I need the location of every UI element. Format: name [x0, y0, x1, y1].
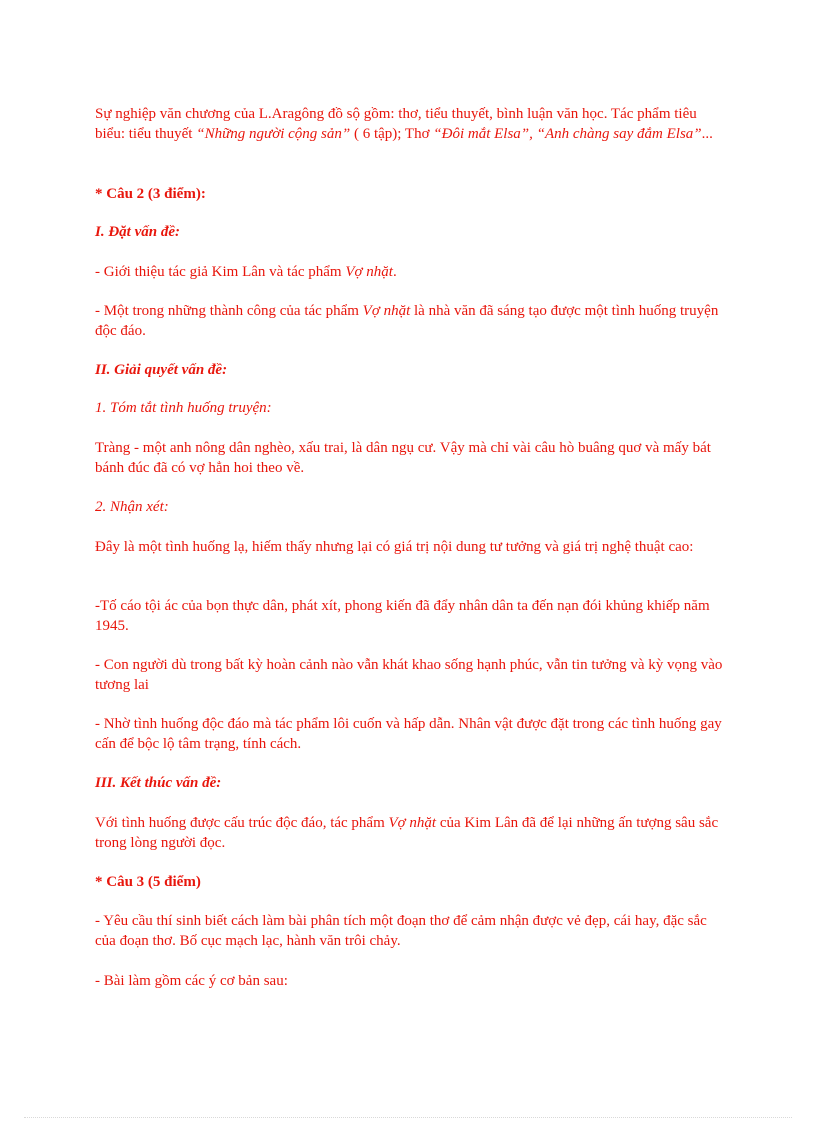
text-run: ...	[701, 126, 713, 142]
italic-title: Vợ nhặt	[362, 303, 411, 319]
question-3-heading: * Câu 3 (5 điểm)	[95, 874, 201, 890]
italic-title: “Những người cộng sản”	[196, 126, 351, 142]
summary-paragraph: Tràng - một anh nông dân nghèo, xấu trai, là dân ngụ cư. Vậy mà chỉ vài câu hò buâng quơ và mấy bát bánh đúc đã có vợ hẳn hoi theo về.	[95, 440, 711, 476]
page-bottom-divider	[24, 1117, 792, 1118]
text-run: - Giới thiệu tác giả Kim Lân và tác phẩm	[95, 264, 346, 280]
intro-author-paragraph	[95, 262, 723, 282]
intro-success-paragraph	[95, 301, 723, 341]
text-run: là nhà văn đã sáng tạo được một tình huống truyện độc đáo.	[95, 303, 719, 339]
text-run: Sự nghiệp văn chương của L.Aragông đồ sộ gồm: thơ, tiểu thuyết, bình luận văn học. Tác phẩm tiêu biểu: tiểu thuyết	[95, 106, 697, 142]
section-3-heading: III. Kết thúc vấn đề:	[95, 775, 222, 791]
aragon-career-paragraph	[95, 104, 723, 144]
text-run: Với tình huống được cấu trúc độc đáo, tác phẩm	[95, 815, 389, 831]
text-run: của Kim Lân đã để lại những ấn tượng sâu sắc trong lòng người đọc.	[95, 815, 719, 851]
section-1-heading: I. Đặt vấn đề:	[95, 224, 180, 240]
requirements-paragraph: - Yêu cầu thí sinh biết cách làm bài phân tích một đoạn thơ để cảm nhận được vẻ đẹp, cái hay, đặc sắc của đoạn thơ. Bố cục mạch lạc, hành văn trôi chảy.	[95, 913, 707, 949]
question-2-heading: * Câu 2 (3 điểm):	[95, 186, 206, 202]
comment-intro-paragraph: Đây là một tình huống lạ, hiếm thấy nhưng lại có giá trị nội dung tư tưởng và giá trị nghệ thuật cao:	[95, 539, 694, 555]
italic-title: Vợ nhặt	[345, 264, 393, 280]
text-run: .	[392, 264, 397, 280]
italic-title: “Đôi mắt Elsa”, “Anh chàng say đắm Elsa”	[433, 126, 702, 142]
italic-title: Vợ nhặt	[388, 815, 437, 831]
text-run: ( 6 tập); Thơ	[350, 126, 434, 142]
subsection-2-heading: 2. Nhận xét:	[95, 499, 169, 515]
section-2-heading: II. Giải quyết vấn đề:	[95, 362, 228, 378]
subsection-1-heading: 1. Tóm tắt tình huống truyện:	[95, 400, 272, 416]
comment-point-3: - Nhờ tình huống độc đáo mà tác phẩm lôi cuốn và hấp dẫn. Nhân vật được đặt trong các tình huống gay cấn để bộc lộ tâm trạng, tính cách.	[95, 716, 722, 752]
comment-point-2: - Con người dù trong bất kỳ hoàn cảnh nào vẫn khát khao sống hạnh phúc, vẫn tin tưởng và kỳ vọng vào tương lai	[95, 657, 723, 693]
comment-point-1: -Tố cáo tội ác của bọn thực dân, phát xít, phong kiến đã đẩy nhân dân ta đến nạn đói khủng khiếp năm 1945.	[95, 598, 710, 634]
text-run: - Một trong những thành công của tác phẩm	[95, 303, 363, 319]
outline-intro-paragraph: - Bài làm gồm các ý cơ bản sau:	[95, 973, 288, 989]
conclusion-paragraph	[95, 813, 723, 853]
